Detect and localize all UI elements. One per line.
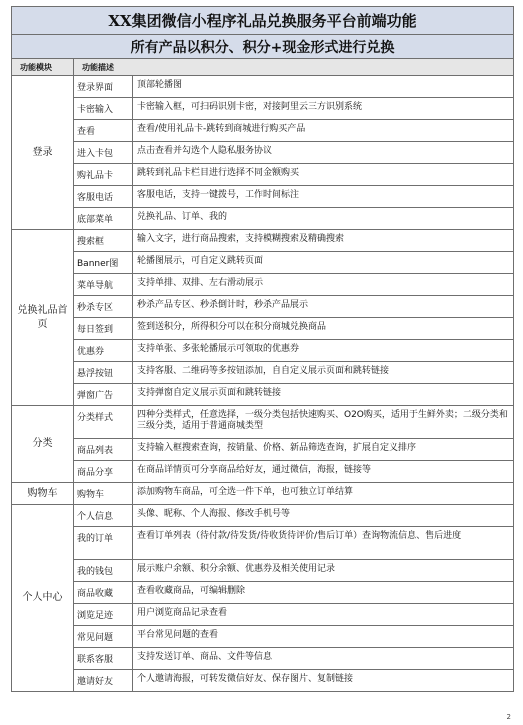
- page-number: 2: [506, 713, 511, 721]
- function-description: 在商品详情页可分享商品给好友，通过微信，海报，链接等: [137, 465, 372, 475]
- table-row: [74, 76, 513, 98]
- function-description: 输入文字，进行商品搜索，支持模糊搜索及精确搜索: [137, 234, 345, 244]
- function-description: 签到送积分，所得积分可以在积分商城兑换商品: [137, 322, 327, 332]
- function-description: 添加购物车商品，可全选一件下单，也可独立订单结算: [137, 487, 354, 497]
- table-row: [74, 527, 513, 560]
- module-name: 购物车: [12, 483, 74, 504]
- table-row: [74, 648, 513, 670]
- module-group: [12, 76, 513, 230]
- function-description: 支持弹窗自定义展示页面和跳转链接: [137, 388, 282, 398]
- table-row: [74, 98, 513, 120]
- function-description: 查看收藏商品，可编辑删除: [137, 586, 246, 596]
- header-module: 功能模块: [12, 59, 74, 75]
- table-row: [74, 296, 513, 318]
- function-name: Banner图: [74, 252, 133, 273]
- function-description: 客服电话，支持一键拨号，工作时间标注: [137, 190, 300, 200]
- table-row: [74, 461, 513, 482]
- function-description: 跳转到礼品卡栏目进行选择不同金额购买: [137, 168, 300, 178]
- table-row: [74, 505, 513, 527]
- function-name: 菜单导航: [74, 274, 133, 295]
- table-row: [74, 208, 513, 229]
- function-name: 常见问题: [74, 626, 133, 647]
- table-row: [74, 483, 513, 504]
- function-name: 商品列表: [74, 439, 133, 460]
- function-description: 卡密输入框，可扫码识别卡密，对接阿里云三方识别系统: [137, 102, 363, 112]
- function-description: 支持发送订单、商品、文件等信息: [137, 652, 273, 662]
- module-name: 登录: [12, 76, 74, 229]
- function-description: 支持单张、多张轮播展示可领取的优惠券: [137, 344, 300, 354]
- table-row: [74, 164, 513, 186]
- module-group: [12, 505, 513, 691]
- table-row: [74, 186, 513, 208]
- function-name: 卡密输入: [74, 98, 133, 119]
- table-row: [74, 626, 513, 648]
- function-name: 购物车: [74, 483, 133, 504]
- function-name: 我的钱包: [74, 560, 133, 581]
- function-description: 支持输入框搜索查询，按销量、价格、新品筛选查询，扩展自定义排序: [137, 443, 417, 453]
- module-name: 兑换礼品首页: [12, 230, 74, 405]
- document-subtitle: 所有产品以积分、积分+现金形式进行兑换: [12, 35, 513, 59]
- function-name: 悬浮按钮: [74, 362, 133, 383]
- function-name: 联系客服: [74, 648, 133, 669]
- function-name: 商品分享: [74, 461, 133, 482]
- table-row: [74, 670, 513, 691]
- document-title: XX集团微信小程序礼品兑换服务平台前端功能: [12, 7, 513, 35]
- table-row: [74, 120, 513, 142]
- function-description: 头像、昵称、个人海报、修改手机号等: [137, 509, 291, 519]
- function-name: 商品收藏: [74, 582, 133, 603]
- function-description: 平台常见问题的查看: [137, 630, 219, 640]
- function-description: 兑换礼品、订单、我的: [137, 212, 228, 222]
- function-description: 轮播图展示，可自定义跳转页面: [137, 256, 264, 266]
- function-description: 展示账户余额、积分余额、优惠券及相关使用记录: [137, 564, 336, 574]
- table-row: [74, 604, 513, 626]
- table-row: [74, 582, 513, 604]
- module-name: 个人中心: [12, 505, 74, 691]
- function-description: 查看/使用礼品卡-跳转到商城进行购买产品: [137, 124, 306, 134]
- function-name: 查看: [74, 120, 133, 141]
- function-name: 搜索框: [74, 230, 133, 251]
- function-description: 点击查看并勾选个人隐私服务协议: [137, 146, 273, 156]
- table-row: [74, 318, 513, 340]
- module-group: [12, 483, 513, 505]
- function-name: 分类样式: [74, 406, 133, 438]
- function-description: 查看订单列表（待付款/待发货/待收货待评价/售后订单）查询物流信息、售后进度: [137, 531, 462, 541]
- table-row: [74, 384, 513, 405]
- table-row: [74, 274, 513, 296]
- function-description: 支持客服、二维码等多按钮添加，自自定义展示页面和跳转链接: [137, 366, 390, 376]
- function-name: 我的订单: [74, 527, 133, 559]
- function-description: 顶部轮播图: [137, 80, 183, 90]
- function-name: 购礼品卡: [74, 164, 133, 185]
- table-body: [12, 76, 513, 691]
- table-row: [74, 340, 513, 362]
- table-row: [74, 142, 513, 164]
- module-name: 分类: [12, 406, 74, 482]
- module-group: [12, 406, 513, 483]
- table-row: [74, 252, 513, 274]
- table-row: [74, 560, 513, 582]
- function-description: 四种分类样式，任意选择，一级分类包括快速购买、O2O购买，适用于生鲜外卖；二级分类和三级分类，适用于普通商城类型: [137, 410, 508, 431]
- function-description: 个人邀请海报，可转发微信好友、保存图片、复制链接: [137, 674, 354, 684]
- function-name: 优惠券: [74, 340, 133, 361]
- function-description: 支持单排、双排、左右滑动展示: [137, 278, 264, 288]
- function-name: 底部菜单: [74, 208, 133, 229]
- function-description: 用户浏览商品记录查看: [137, 608, 228, 618]
- function-name: 邀请好友: [74, 670, 133, 691]
- table-row: [74, 230, 513, 252]
- function-name: 弹窗广告: [74, 384, 133, 405]
- module-group: [12, 230, 513, 406]
- table-row: [74, 406, 513, 439]
- function-name: 浏览足迹: [74, 604, 133, 625]
- function-name: 每日签到: [74, 318, 133, 339]
- table-row: [74, 439, 513, 461]
- function-name: 登录界面: [74, 76, 133, 97]
- feature-table: [11, 6, 514, 692]
- function-name: 个人信息: [74, 505, 133, 526]
- function-name: 进入卡包: [74, 142, 133, 163]
- table-header: [12, 59, 513, 76]
- function-name: 秒杀专区: [74, 296, 133, 317]
- function-description: 秒杀产品专区、秒杀倒计时，秒杀产品展示: [137, 300, 309, 310]
- table-row: [74, 362, 513, 384]
- header-description: 功能描述: [82, 62, 114, 72]
- function-name: 客服电话: [74, 186, 133, 207]
